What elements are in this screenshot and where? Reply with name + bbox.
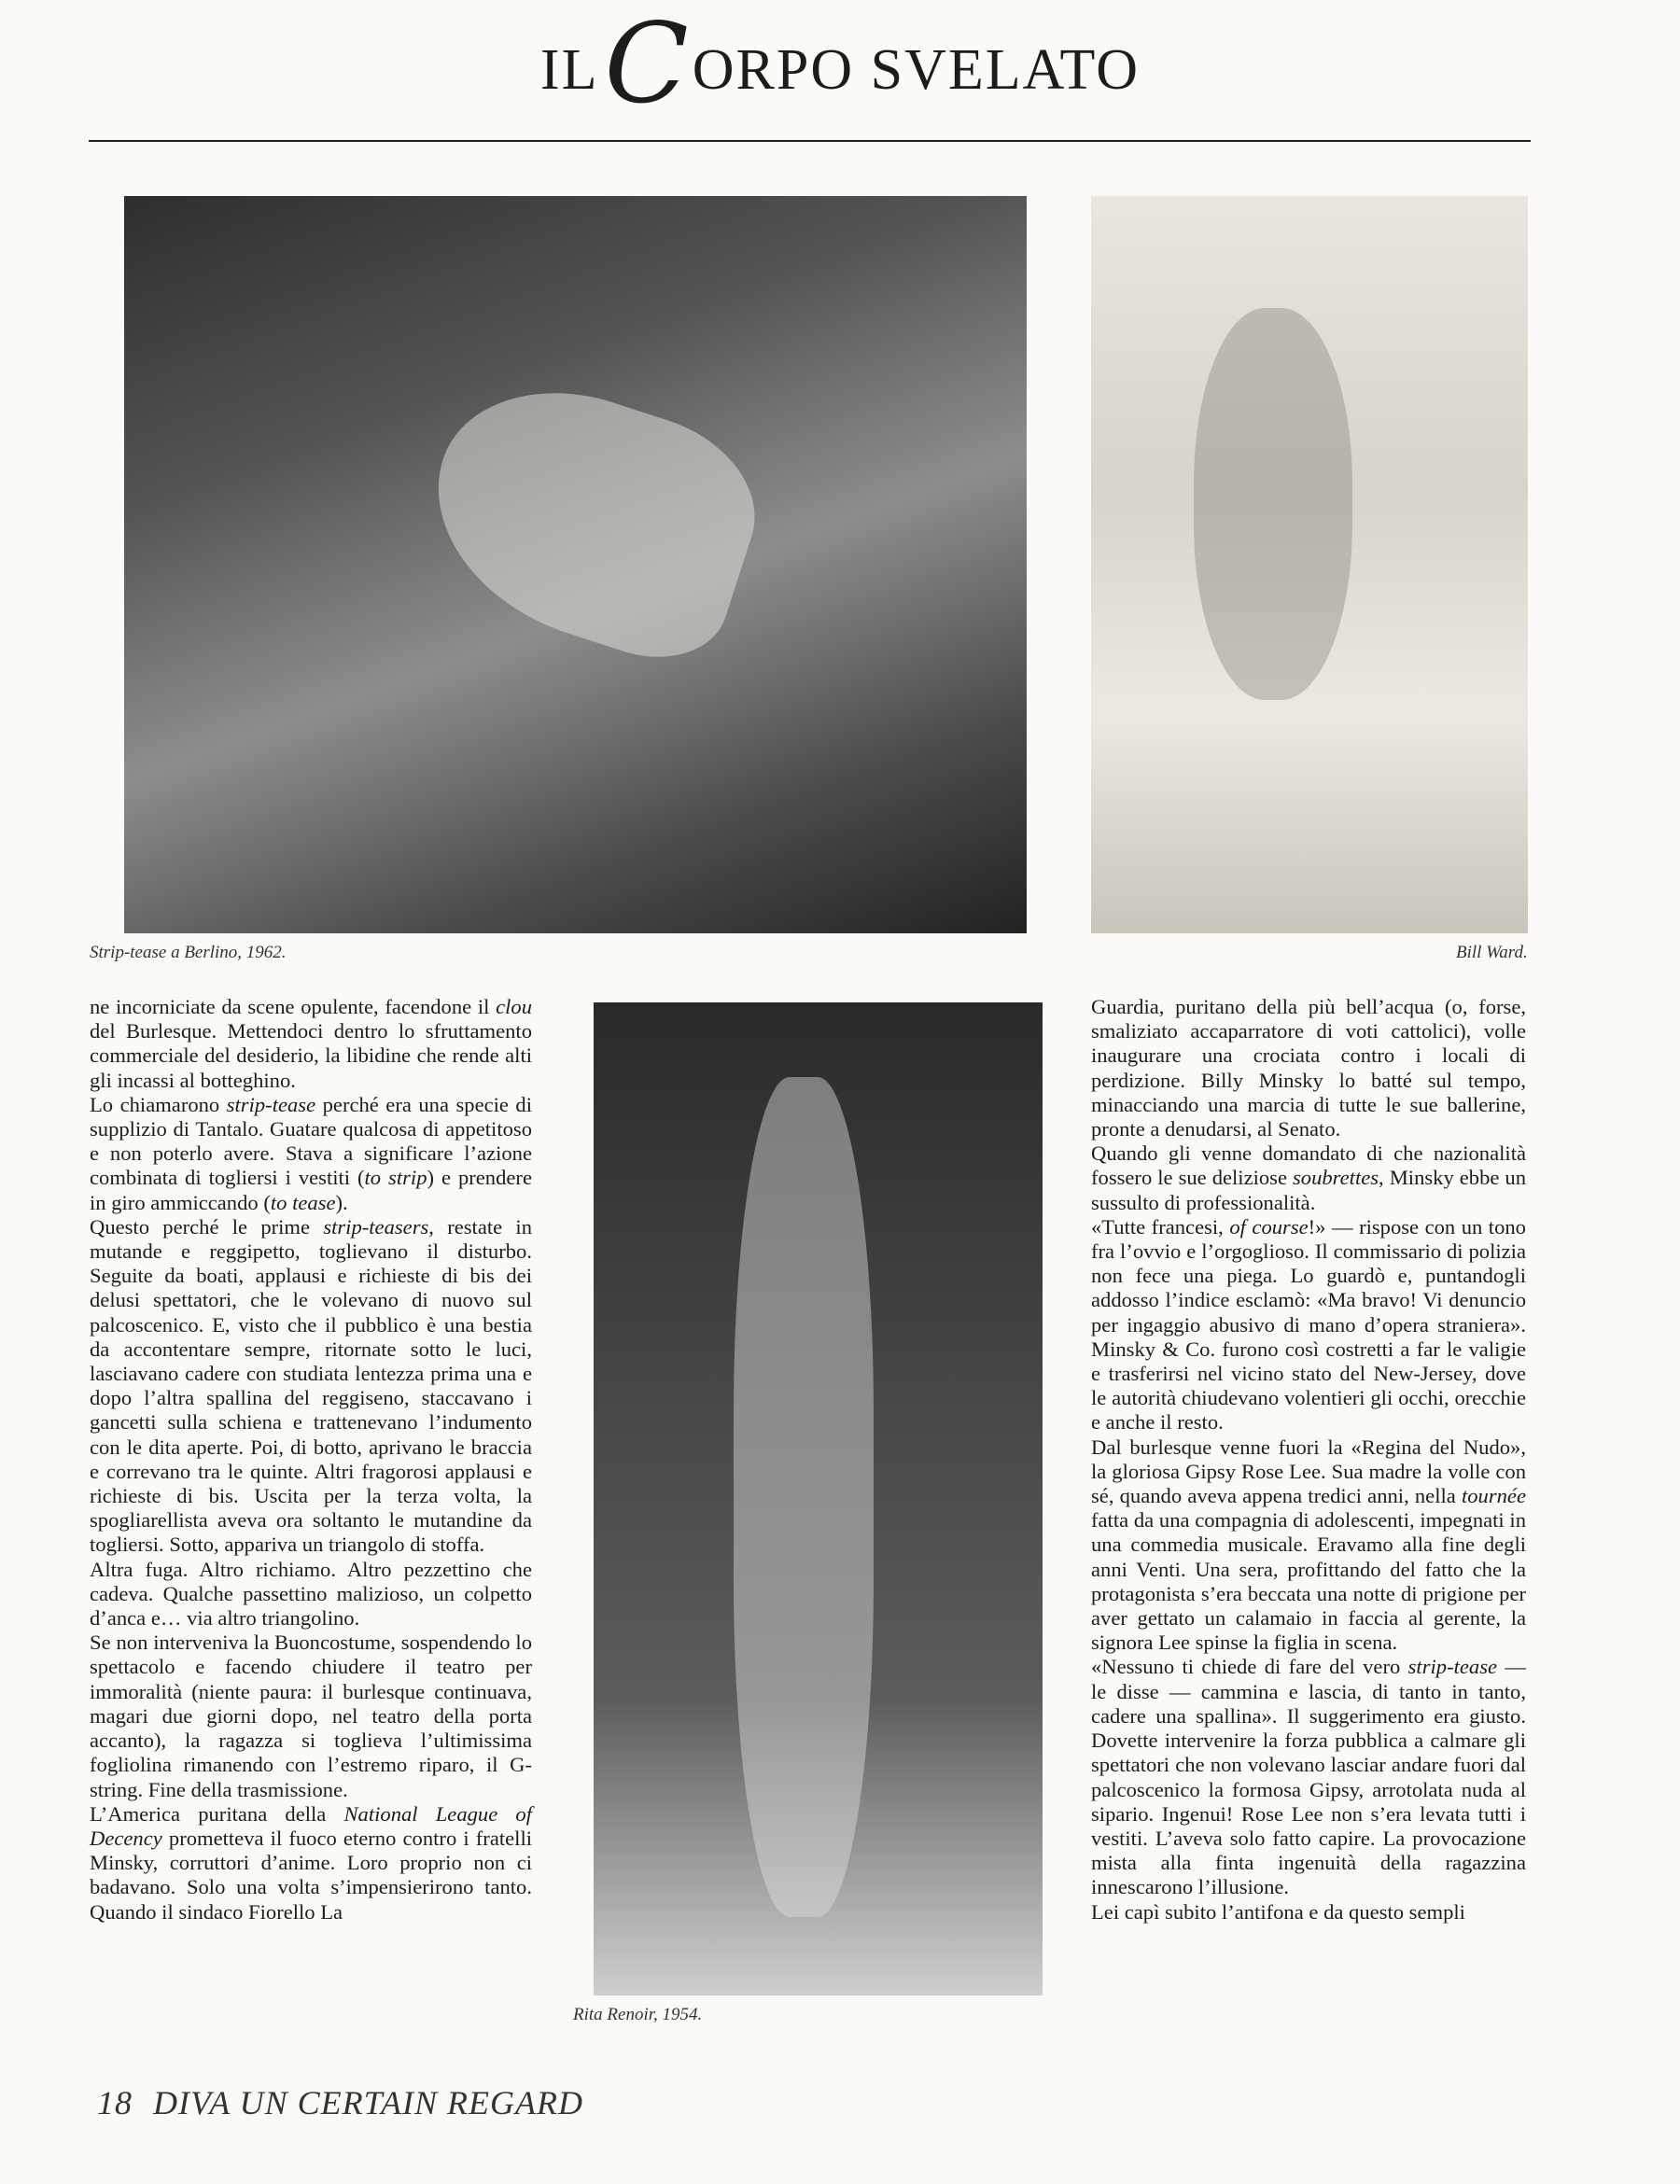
text-run: ). [335, 1190, 348, 1214]
paragraph [90, 1215, 532, 1558]
paragraph [1091, 1141, 1526, 1215]
paragraph [90, 995, 532, 1093]
text-run: Guardia, puritano della più bell’acqua (o, forse, smaliziato accaparratore di voti cattolici), volle inaugurare una crociata contro i locali di perdizione. Billy Minsky lo batté sul tempo, minacciando una marcia di tutte le sue ballerine, pronte a denudarsi, al Senato. [1091, 995, 1526, 1141]
page-title [0, 0, 1680, 128]
caption-photo1: Strip-tease a Berlino, 1962. [90, 943, 287, 962]
paragraph [1091, 1215, 1526, 1435]
italic-text: to tease [270, 1190, 336, 1214]
text-run: prometteva il fuoco eterno contro i fratelli Minsky, corruttori d’anime. Loro proprio non ci badavano. Solo una volta s’impensierirono tanto. Quando il sindaco Fiorello La [90, 1826, 532, 1924]
italic-text: clou [496, 995, 532, 1018]
title-prefix: IL [539, 38, 599, 102]
page-number: 18 [97, 2084, 133, 2121]
illustration-bill-ward [1091, 196, 1528, 933]
title-drop-initial: C [604, 0, 691, 128]
text-run: Lei capì subito l’antifona e da questo sempli [1091, 1899, 1465, 1924]
text-run: Lo chiamarono [90, 1092, 227, 1116]
italic-text: of course [1229, 1214, 1309, 1239]
text-run: fatta da una compagnia di adolescenti, impegnati in una commedia musicale. Eravamo alla fine degli anni Venti. Una sera, profittando del fatto che la protagonista s’era beccata una notte di prigione per aver gettato un calamaio in faccia al gerente, la signora Lee spinse la figlia in scena. [1091, 1508, 1526, 1655]
italic-text: soubrettes [1293, 1166, 1379, 1190]
page-footer [97, 2083, 583, 2122]
title-rest: ORPO SVELATO [692, 38, 1141, 102]
text-run: , Minsky ebbe un sussulto di professionalità. [1091, 1166, 1526, 1214]
text-run: L’America puritana della [90, 1801, 344, 1826]
photo-strip-tease-berlin [124, 196, 1027, 933]
magazine-name: DIVA UN CERTAIN REGARD [153, 2084, 583, 2121]
photo-rita-renoir [594, 1002, 1043, 1995]
paragraph [1091, 1900, 1526, 1925]
text-run: del Burlesque. Mettendoci dentro lo sfruttamento commerciale del desiderio, la libidine che rende alti gli incassi al botteghino. [90, 1019, 532, 1092]
text-run: Dal burlesque venne fuori la «Regina del Nudo», la gloriosa Gipsy Rose Lee. Sua madre la volle con sé, quando aveva appena tredici anni, nella [1091, 1435, 1526, 1508]
paragraph [90, 1558, 532, 1631]
text-run: ne incorniciate da scene opulente, facendone il [90, 995, 497, 1018]
caption-photo3: Rita Renoir, 1954. [573, 2005, 703, 2024]
italic-text: National League of Decency [90, 1801, 533, 1850]
paragraph [1091, 995, 1526, 1141]
caption-photo2: Bill Ward. [1456, 943, 1528, 962]
text-run: Quando gli venne domandato di che nazionalità fossero le sue deliziose [1091, 1141, 1526, 1190]
text-run: ) e prendere in giro ammiccando ( [90, 1166, 532, 1214]
italic-text: strip-tease [1407, 1655, 1498, 1679]
text-run: «Nessuno ti chiede di fare del vero [1091, 1655, 1408, 1679]
text-run: Questo perché le prime [90, 1214, 324, 1239]
italic-text: tournée [1461, 1484, 1526, 1508]
text-run: Altra fuga. Altro richiamo. Altro pezzettino che cadeva. Qualche passettino malizioso, un colpetto d’anca e… via altro triangolino. [90, 1557, 532, 1631]
text-run: , restate in mutande e reggipetto, toglievano il disturbo. Seguite da boati, applausi e richieste di bis dei delusi spettatori, che le volevano di nuovo sul palcoscenico. E, visto che il pubblico è una bestia da accontentare sempre, ritornate sotto le luci, lasciavano cadere con studiata lentezza prima una e dopo l’altra spallina del reggiseno, staccavano i gancetti sulla schiena e trattenevano l’indumento con le dita aperte. Poi, di botto, aprivano le braccia e correvano tra le quinte. Altri fragorosi applausi e richieste di bis. Uscita per la terza volta, la spogliarellista aveva ora soltanto le mutandine da togliersi. Sotto, appariva un triangolo di stoffa. [90, 1214, 533, 1557]
text-run: — le disse — cammina e lascia, di tanto in tanto, cadere una spallina». Il suggerimento era giusto. Dovette intervenire la forza pubblica a calmare gli spettatori che non volevano lasciar andare fuori dal palcoscenico la formosa Gipsy, arrotolata nuda al sipario. Ingenui! Rose Lee non s’era levata tutti i vestiti. L’aveva solo fatto capire. La provocazione mista alla finta ingenuità della ragazzina innescarono l’illusione. [1091, 1655, 1526, 1899]
text-column-left [90, 995, 532, 1925]
text-run: !» — rispose con un tono fra l’ovvio e l’orgoglioso. Il commissario di polizia non fece una piega. Lo guardò e, puntandogli addosso l’indice esclamò: «Ma bravo! Vi denuncio per ingaggio abusivo di mano d’opera straniera». Minsky & Co. furono così costretti a far le valigie e trasferirsi nel vicino stato del New-Jersey, dove le autorità chiudevano volentieri gli occhi, orecchie e anche il resto. [1091, 1214, 1526, 1435]
text-run: «Tutte francesi, [1091, 1214, 1230, 1239]
text-run: Se non interveniva la Buoncostume, sospendendo lo spettacolo e facendo chiudere il teatro per immoralità (niente paura: il burlesque continuava, magari due giorni dopo, nel teatro della porta accanto), la ragazza si toglieva l’ultimissima fogliolina rimanendo con l’estremo riparo, il G-string. Fine della trasmissione. [90, 1631, 532, 1801]
header-rule [89, 140, 1531, 142]
paragraph [90, 1802, 532, 1925]
paragraph [90, 1631, 532, 1801]
italic-text: strip-tease [226, 1092, 316, 1116]
paragraph [90, 1093, 532, 1215]
paragraph [1091, 1655, 1526, 1899]
text-run: perché era una specie di supplizio di Tantalo. Guatare qualcosa di appetitoso e non poterlo avere. Stava a significare l’azione combinata di togliersi i vestiti ( [90, 1092, 532, 1190]
paragraph [1091, 1435, 1526, 1656]
italic-text: strip-teasers [323, 1214, 429, 1239]
text-column-right [1091, 995, 1526, 1925]
italic-text: to strip [364, 1166, 427, 1190]
